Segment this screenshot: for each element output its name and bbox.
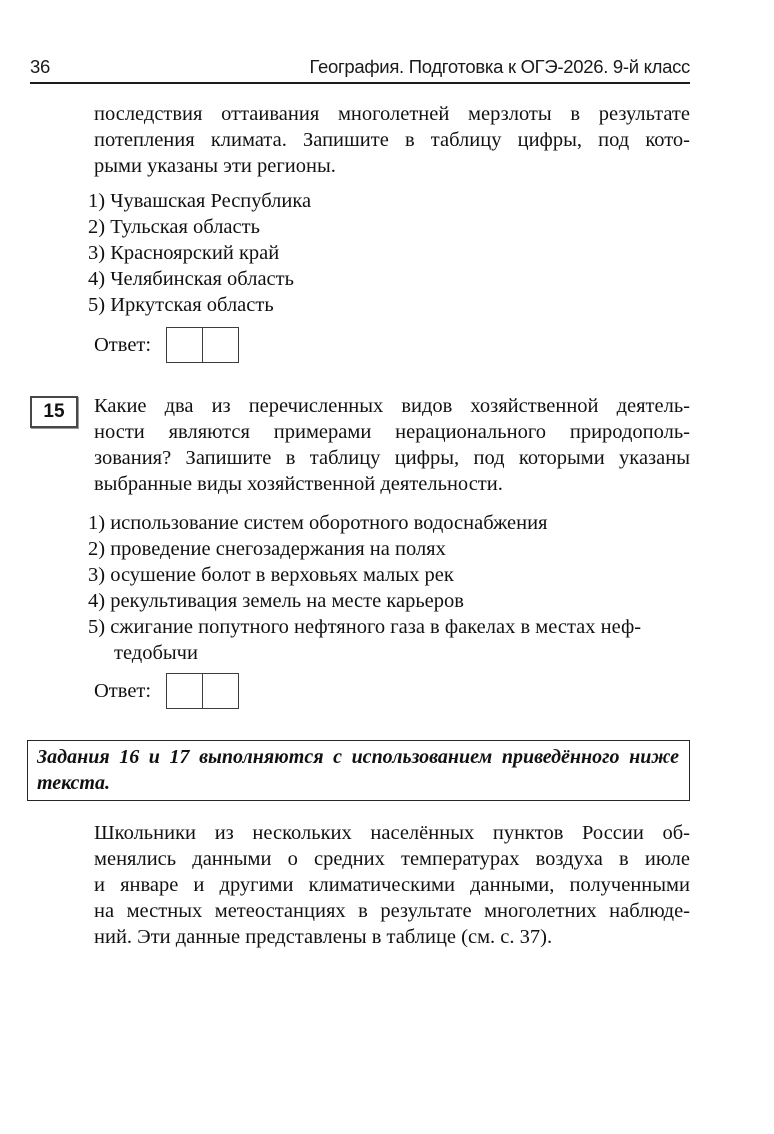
answer-box — [166, 673, 239, 709]
option-item: 3) Красноярский край — [88, 242, 280, 264]
answer-cell-2 — [202, 674, 238, 708]
text-line: последствия оттаивания многолетней мерзлоты в результате — [94, 103, 690, 125]
text-line: Школьники из нескольких населённых пунктов России об- — [94, 822, 690, 844]
text-line: на местных метеостанциях в результате многолетних наблюде- — [94, 900, 690, 922]
option-item: 4) рекультивация земель на месте карьеров — [88, 590, 464, 612]
page-number: 36 — [30, 56, 50, 77]
option-item: 1) Чувашская Республика — [88, 190, 312, 212]
answer-box — [166, 327, 239, 363]
page-header — [30, 56, 690, 84]
text-line: и январе и другими климатическими данными, полученными — [94, 874, 690, 896]
text-line: ний. Эти данные представлены в таблице (см. с. 37). — [94, 926, 553, 948]
option-item: 2) проведение снегозадержания на полях — [88, 538, 446, 560]
question14-text — [94, 101, 690, 179]
question14-answer-row — [94, 326, 774, 364]
option-item: 2) Тульская область — [88, 216, 260, 238]
text-line: зования? Запишите в таблицу цифры, под которыми указаны — [94, 447, 690, 469]
answer-label: Ответ: — [94, 679, 152, 702]
answer-cell-1 — [167, 328, 202, 362]
answer-cell-1 — [167, 674, 202, 708]
page-header-title: География. Подготовка к ОГЭ-2026. 9-й класс — [309, 56, 690, 77]
question15-options — [88, 510, 692, 666]
text-line: выбранные виды хозяйственной деятельности. — [94, 473, 503, 495]
option-item: 5) сжигание попутного нефтяного газа в факелах в местах неф- — [88, 616, 642, 638]
option-item-continuation: тедобычи — [114, 642, 198, 664]
text-line: потепления климата. Запишите в таблицу цифры, под кото- — [94, 129, 690, 151]
answer-label: Ответ: — [94, 333, 152, 356]
tasks-16-17-note-box — [27, 740, 690, 801]
option-item: 4) Челябинская область — [88, 268, 294, 290]
note-line: Задания 16 и 17 выполняются с использованием приведённого ниже — [37, 746, 679, 768]
tasks-16-17-intro-text — [94, 820, 690, 950]
question14-options — [88, 188, 692, 318]
option-item: 5) Иркутская область — [88, 294, 274, 316]
text-line: менялись данными о средних температурах воздуха в июле — [94, 848, 690, 870]
question15 — [30, 393, 774, 497]
question15-text — [94, 393, 690, 497]
question-number-box — [30, 396, 78, 428]
question15-answer-row — [94, 672, 774, 710]
text-line: ности являются примерами нерационального природополь- — [94, 421, 690, 443]
text-line: Какие два из перечисленных видов хозяйственной деятель- — [94, 395, 690, 417]
answer-cell-2 — [202, 328, 238, 362]
option-item: 3) осушение болот в верховьях малых рек — [88, 564, 454, 586]
option-item: 1) использование систем оборотного водоснабжения — [88, 512, 548, 534]
question-number: 15 — [43, 401, 65, 422]
note-line: текста. — [37, 772, 110, 794]
text-line: рыми указаны эти регионы. — [94, 155, 336, 177]
